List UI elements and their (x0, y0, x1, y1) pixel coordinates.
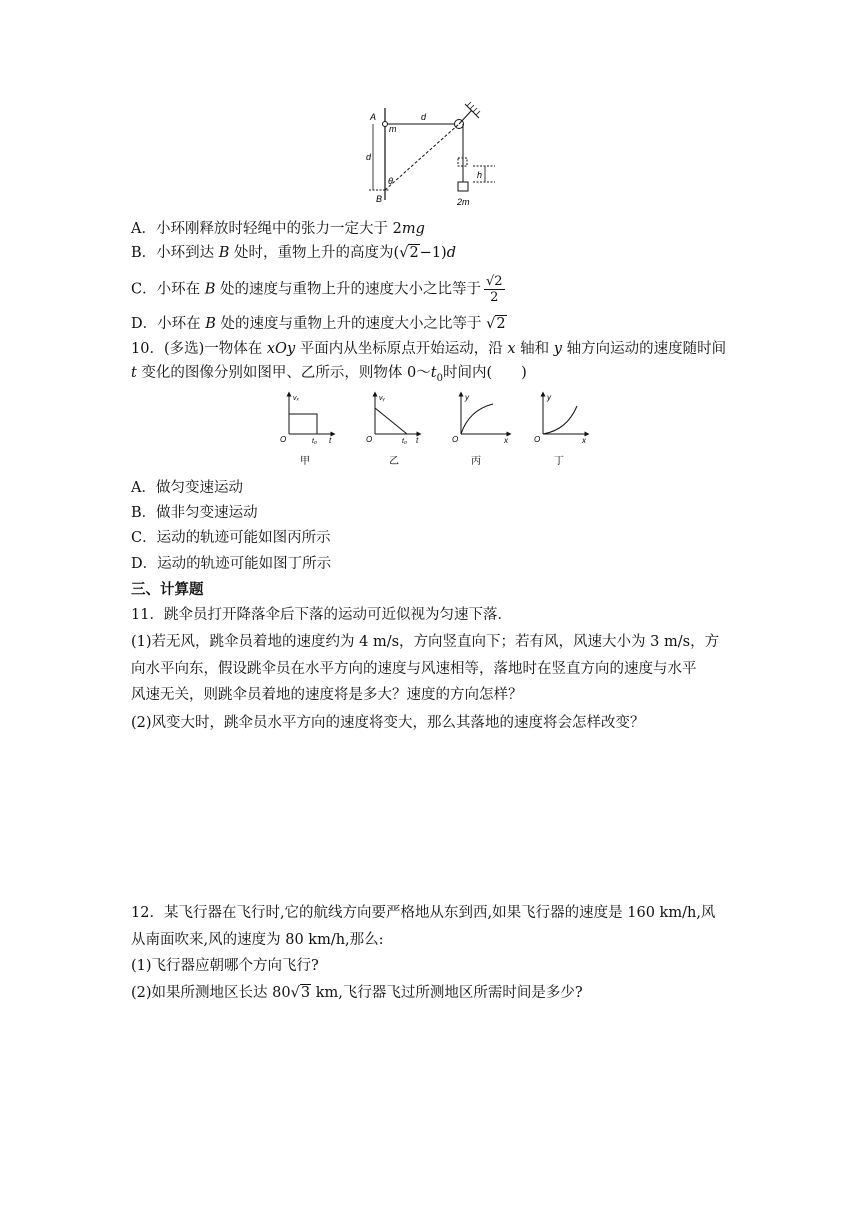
svg-text:t₀: t₀ (402, 438, 407, 445)
q11-part1-line2: 向水平向东，假设跳伞员在水平方向的速度与风速相等，落地时在竖直方向的速度与水平 (131, 661, 697, 677)
fraction: $\frac{√2}{2}$ (485, 274, 503, 305)
q12-stem-line2: 从南面吹来,风的速度为 80 km/h,那么: (131, 932, 384, 948)
q10-stem-line1: 10．(多选)一物体在 xOy 平面内从坐标原点开始运动，沿 x 轴和 y 轴方向运动的速度随时间 (131, 341, 727, 357)
svg-text:y: y (465, 393, 469, 402)
svg-text:t: t (329, 436, 332, 445)
q10-option-b: B．做非匀变速运动 (131, 505, 258, 521)
fig-label-2m: 2m (457, 197, 470, 207)
q11-part1-line3: 风速无关，则跳伞员着地的速度将是多大？速度的方向怎样？ (131, 687, 523, 703)
q11-part2: (2)风变大时，跳伞员水平方向的速度将变大，那么其落地的速度将会怎样改变？ (131, 715, 645, 731)
caption-ding: 丁 (554, 456, 564, 467)
svg-text:x: x (582, 436, 586, 445)
q12-stem-line1: 12．某飞行器在飞行时,它的航线方向要严格地从东到西,如果飞行器的速度是 160 km/h,风 (131, 905, 716, 921)
q10-stem-line2: t 变化的图像分别如图甲、乙所示，则物体 $0\sim t_0$时间内( ) (131, 365, 527, 384)
caption-yi: 乙 (389, 456, 399, 467)
fig-label-h: h (477, 170, 483, 180)
q12-part1: (1)飞行器应朝哪个方向飞行? (131, 958, 319, 974)
svg-text:y: y (547, 393, 551, 402)
caption-bing: 丙 (471, 456, 481, 467)
q9-option-b: B．小环到达 B 处时，重物上升的高度为(√2−1)d (131, 245, 457, 261)
q10-option-a: A．做匀变速运动 (131, 480, 243, 496)
svg-text:O: O (366, 435, 373, 444)
graph-bing (452, 393, 509, 467)
svg-text:x: x (504, 436, 508, 445)
q9-option-c: C．小环在 B 处的速度与重物上升的速度大小之比等于 $\frac{√2}{2}$ (131, 274, 503, 305)
svg-text:t: t (416, 436, 419, 445)
fig-label-m: m (389, 124, 397, 134)
q11-part1-line1: (1)若无风，跳伞员着地的速度约为 4 m/s，方向竖直向下；若有风，风速大小为 3 m/s，方 (131, 634, 720, 650)
q10-option-d: D．运动的轨迹可能如图丁所示 (131, 556, 332, 572)
fig-label-d-top: d (421, 112, 427, 122)
fig-label-d-side: d (366, 152, 372, 162)
fig-label-A: A (370, 112, 377, 122)
fig-label-B: B (376, 194, 383, 204)
svg-text:O: O (280, 435, 287, 444)
q12-part2: (2)如果所测地区长达 80√3 km,飞行器飞过所测地区所需时间是多少? (131, 985, 583, 1001)
svg-text:vₓ: vₓ (293, 395, 300, 402)
caption-jia: 甲 (300, 456, 310, 467)
graph-yi (366, 394, 419, 467)
q9-figure (355, 100, 495, 210)
svg-text:vᵧ: vᵧ (379, 395, 386, 402)
q10-graphs (275, 388, 595, 470)
graph-jia (280, 394, 333, 467)
graph-ding (534, 393, 587, 467)
section-heading: 三、计算题 (131, 582, 204, 598)
svg-text:O: O (534, 435, 541, 444)
q10-option-c: C．运动的轨迹可能如图丙所示 (131, 530, 331, 546)
q9-option-a: A．小环刚释放时轻绳中的张力一定大于 2mg (131, 221, 425, 237)
fig-label-theta: θ (388, 176, 393, 186)
svg-text:O: O (452, 435, 459, 444)
q11-stem: 11．跳伞员打开降落伞后下落的运动可近似视为匀速下落． (131, 607, 512, 623)
svg-text:t₀: t₀ (312, 438, 317, 445)
q9-option-d: D．小环在 B 处的速度与重物上升的速度大小之比等于 √2 (131, 316, 506, 332)
